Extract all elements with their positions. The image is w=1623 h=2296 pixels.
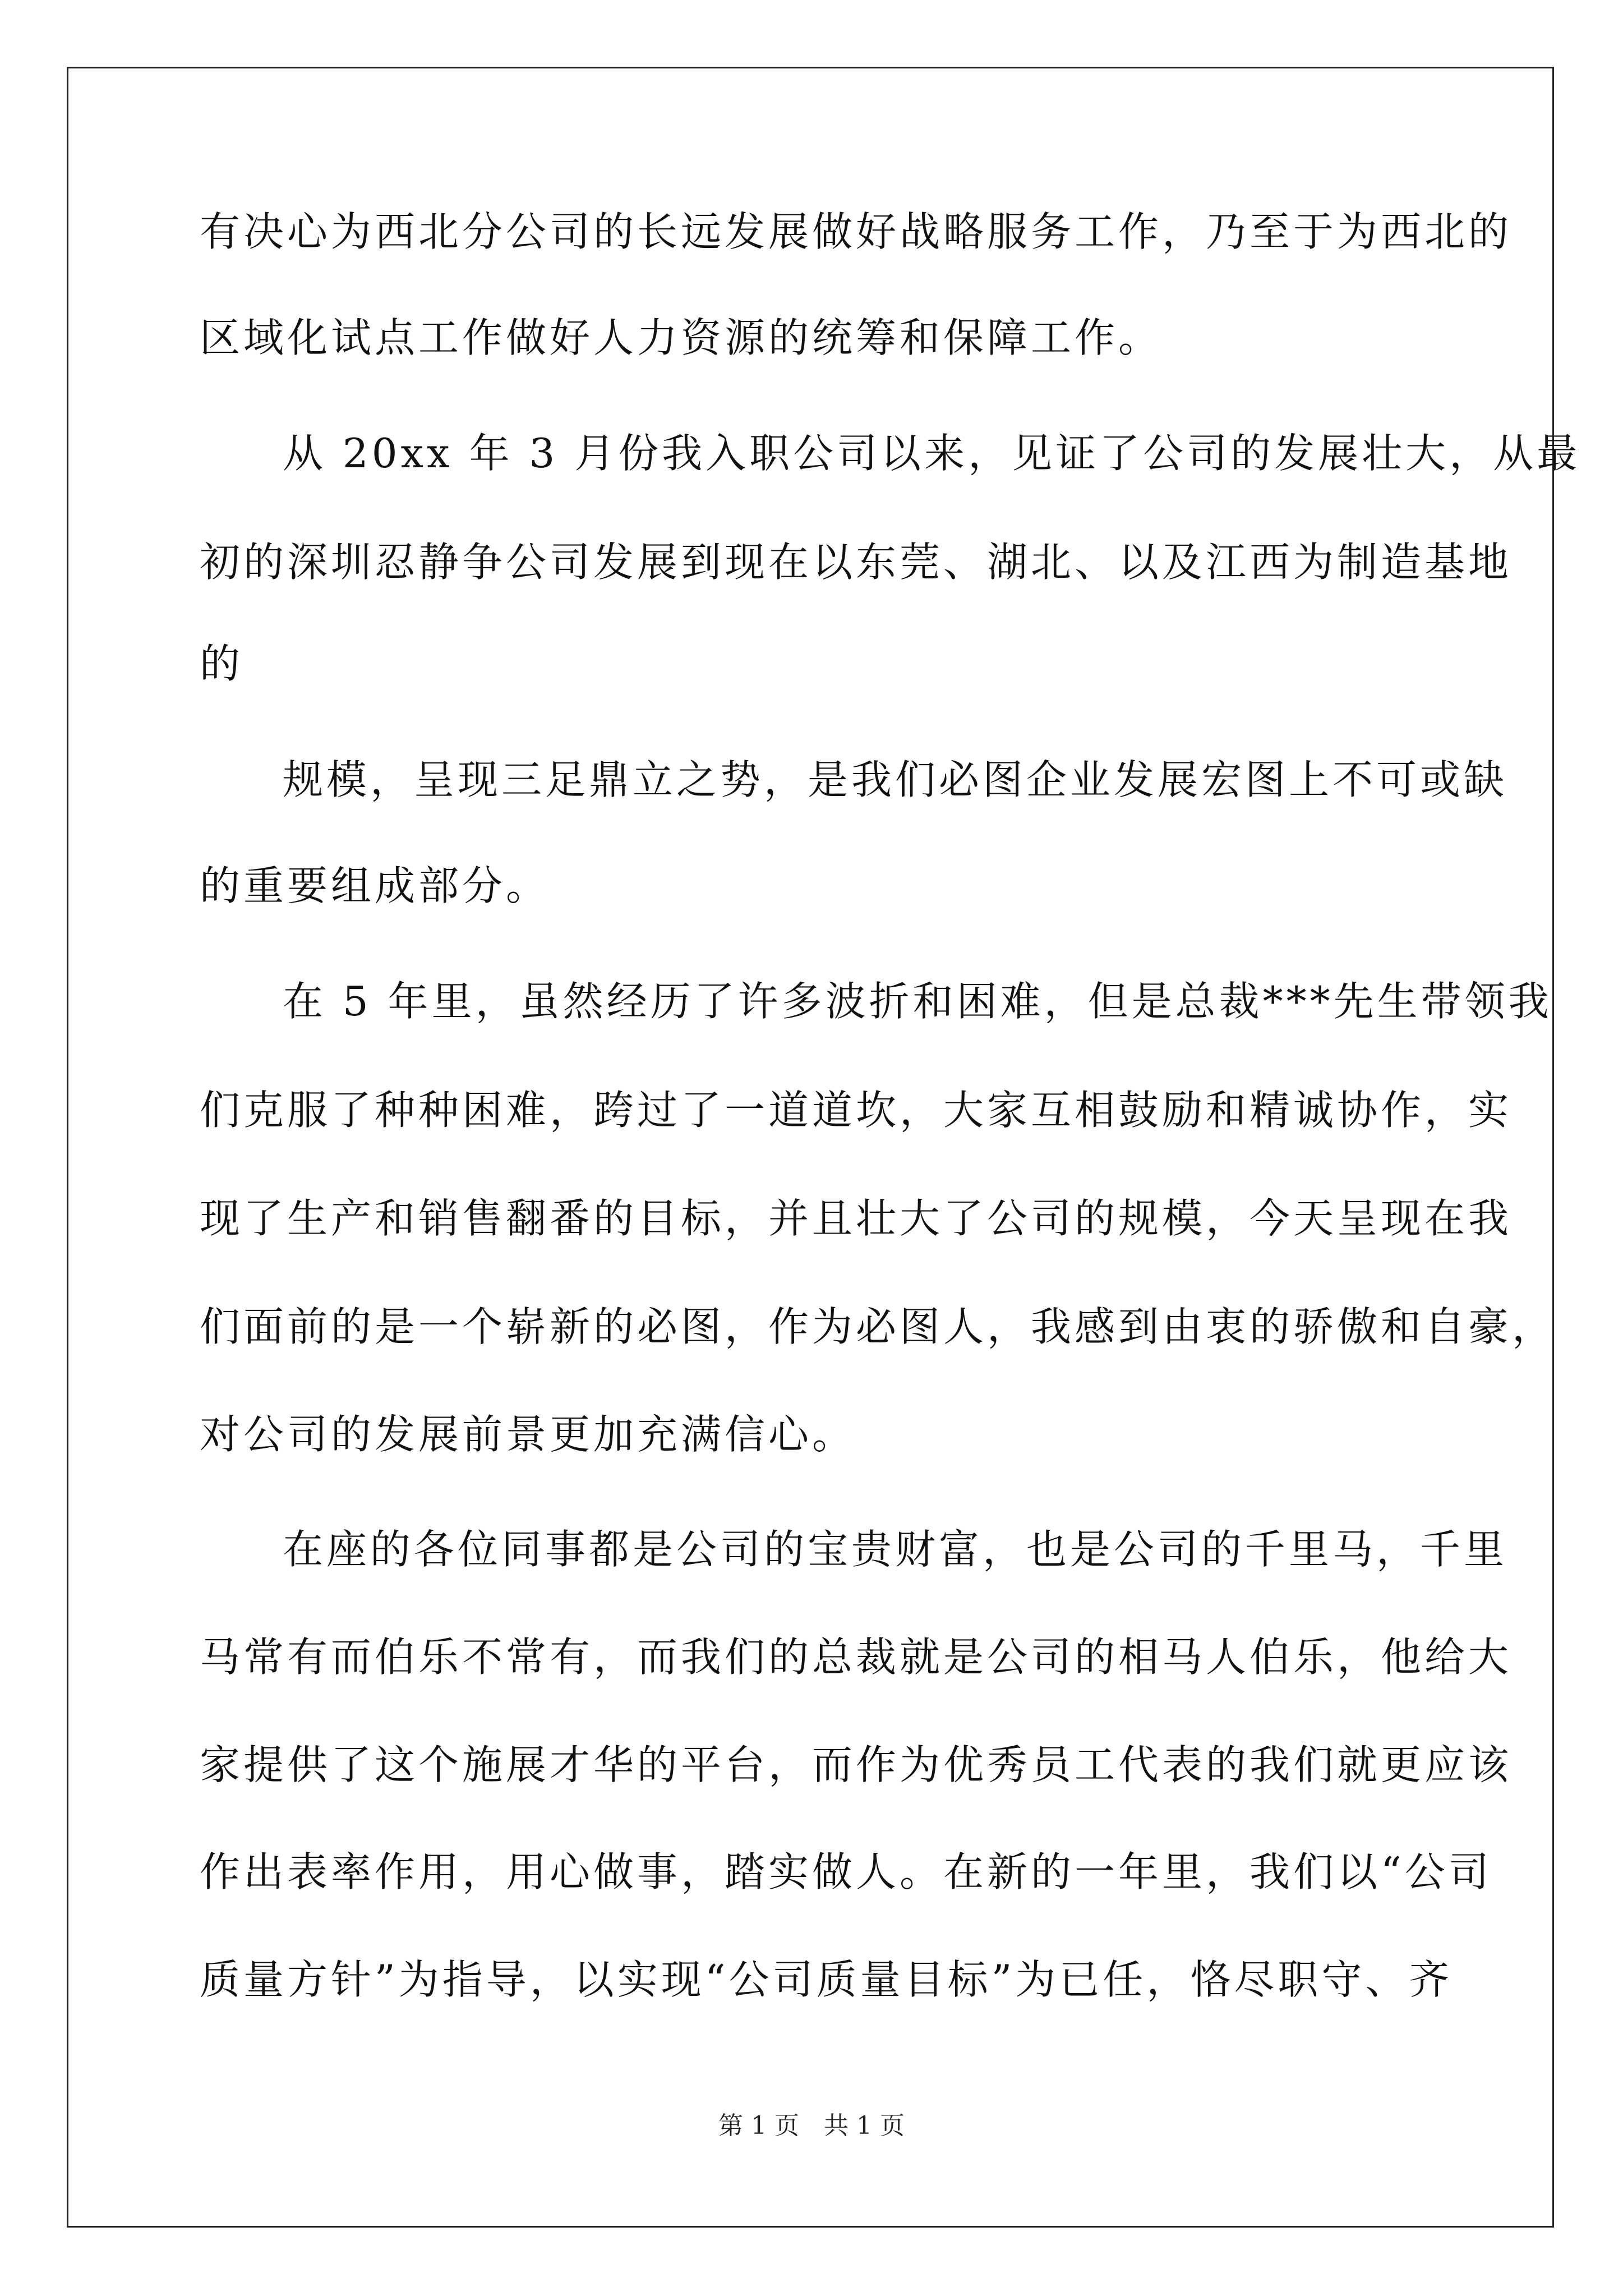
text-line: 区域化试点工作做好人力资源的统筹和保障工作。 <box>200 314 1163 361</box>
text-line: 在座的各位同事都是公司的宝贵财富，也是公司的千里马，千里 <box>283 1526 1508 1573</box>
text-line: 对公司的发展前景更加充满信心。 <box>200 1411 856 1458</box>
page-footer: 第 1 页 共 1 页 <box>718 2111 905 2140</box>
text-line: 马常有而伯乐不常有，而我们的总裁就是公司的相马人伯乐，他给大 <box>200 1634 1513 1681</box>
text-line: 们克服了种种困难，跨过了一道道坎，大家互相鼓励和精诚协作，实 <box>200 1087 1513 1134</box>
text-line: 的 <box>200 640 244 687</box>
text-line: 现了生产和销售翻番的目标，并且壮大了公司的规模，今天呈现在我 <box>200 1195 1513 1242</box>
text-line: 初的深圳忍静争公司发展到现在以东莞、湖北、以及江西为制造基地 <box>200 539 1513 586</box>
text-line: 的重要组成部分。 <box>200 862 550 909</box>
text-line: 在 5 年里，虽然经历了许多波折和困难，但是总裁***先生带领我 <box>283 978 1552 1025</box>
text-line: 作出表率作用，用心做事，踏实做人。在新的一年里，我们以“公司 <box>200 1848 1492 1895</box>
text-line: 家提供了这个施展才华的平台，而作为优秀员工代表的我们就更应该 <box>200 1741 1513 1788</box>
text-line: 有决心为西北分公司的长远发展做好战略服务工作，乃至于为西北的 <box>200 208 1513 255</box>
text-line: 从 20xx 年 3 月份我入职公司以来，见证了公司的发展壮大，从最 <box>283 430 1581 477</box>
text-line: 质量方针”为指导，以实现“公司质量目标”为已任，恪尽职守、齐 <box>200 1956 1453 2003</box>
page-border <box>67 67 1554 2228</box>
text-line: 们面前的是一个崭新的必图，作为必图人，我感到由衷的骄傲和自豪， <box>200 1303 1556 1350</box>
text-line: 规模，呈现三足鼎立之势，是我们必图企业发展宏图上不可或缺 <box>283 756 1508 803</box>
